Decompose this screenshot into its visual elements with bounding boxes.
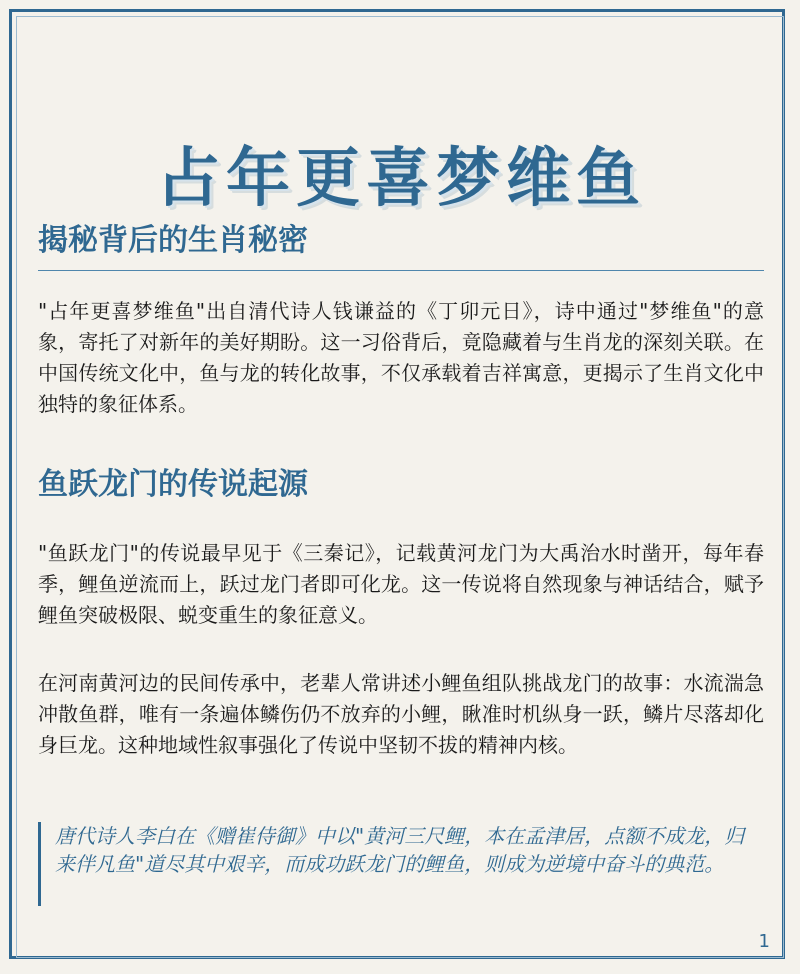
- section-divider: [38, 270, 764, 271]
- quote-text: 唐代诗人李白在《赠崔侍御》中以"黄河三尺鲤，本在孟津居，点额不成龙，归来伴凡鱼"道尽其中艰辛，而成功跃龙门的鲤鱼，则成为逆境中奋斗的典范。: [55, 824, 745, 876]
- paragraph-legend-origin: "鱼跃龙门"的传说最早见于《三秦记》，记载黄河龙门为大禹治水时凿开，每年春季，鲤鱼逆流而上，跃过龙门者即可化龙。这一传说将自然现象与神话结合，赋予鲤鱼突破极限、蜕变重生的象征意义。: [38, 541, 764, 627]
- quote-block: [38, 822, 764, 906]
- paragraph-zodiac-secret: "占年更喜梦维鱼"出自清代诗人钱谦益的《丁卯元日》，诗中通过"梦维鱼"的意象，寄托了对新年的美好期盼。这一习俗背后，竟隐藏着与生肖龙的深刻关联。在中国传统文化中，鱼与龙的转化故事，不仅承载着吉祥寓意，更揭示了生肖文化中独特的象征体系。: [38, 299, 764, 416]
- section-heading-legend-origin: 鱼跃龙门的传说起源: [38, 467, 308, 502]
- section-heading-zodiac-secret: 揭秘背后的生肖秘密: [38, 223, 308, 258]
- page-title: 占年更喜梦维鱼: [156, 141, 646, 216]
- paragraph-folk-tradition: 在河南黄河边的民间传承中，老辈人常讲述小鲤鱼组队挑战龙门的故事：水流湍急冲散鱼群，唯有一条遍体鳞伤仍不放弃的小鲤，瞅准时机纵身一跃，鳞片尽落却化身巨龙。这种地域性叙事强化了传说中坚韧不拔的精神内核。: [38, 671, 764, 757]
- document-content: [38, 0, 764, 974]
- page-number: 1: [758, 931, 770, 952]
